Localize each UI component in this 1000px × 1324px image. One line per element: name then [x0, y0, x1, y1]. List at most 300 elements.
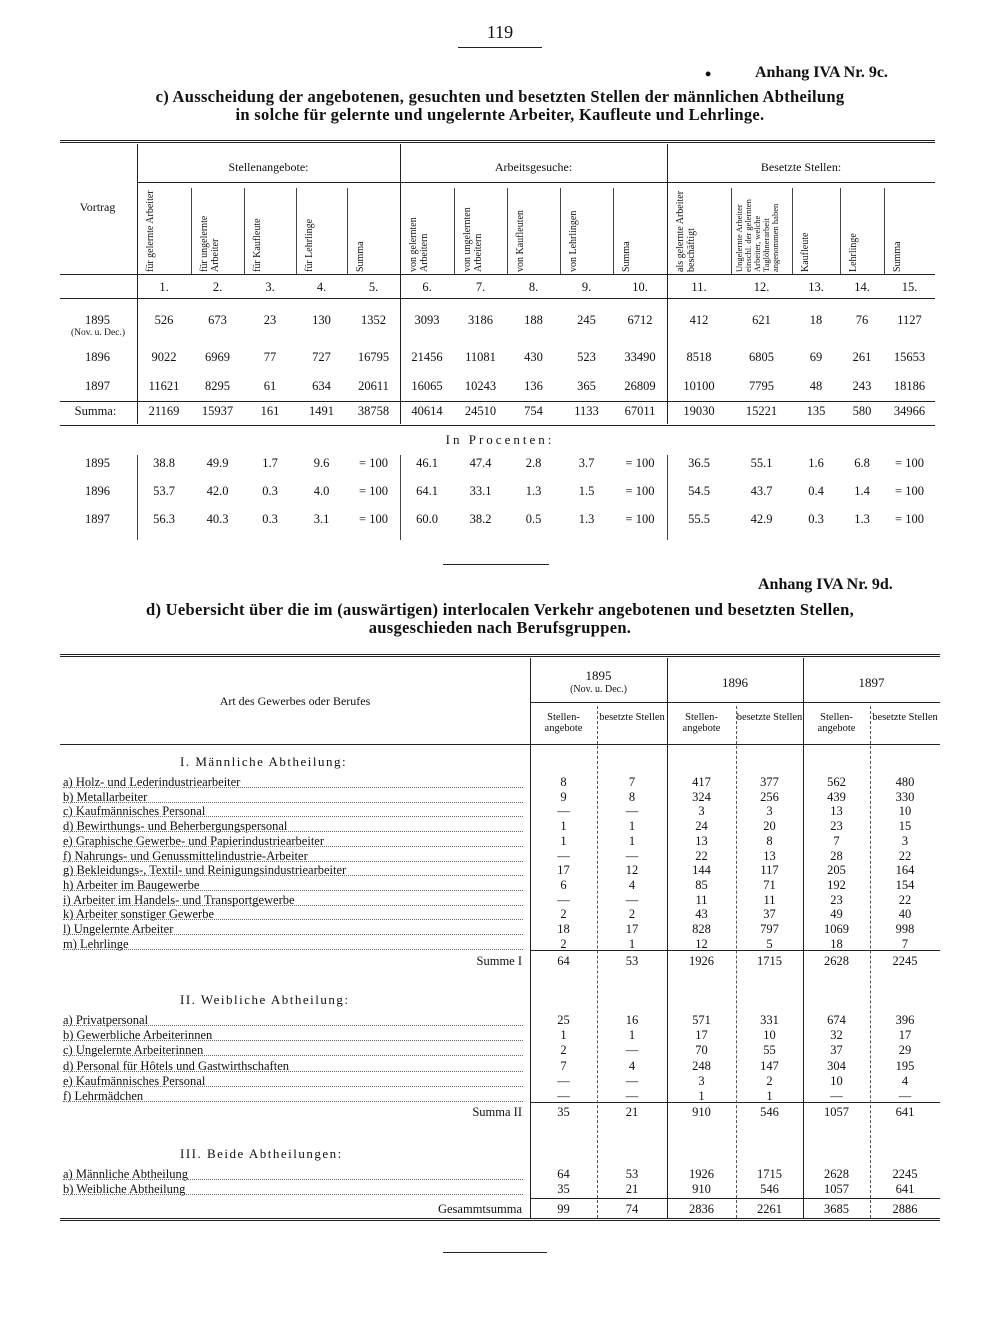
table-c-pct-cell: 64.1 [416, 484, 438, 498]
table-c-cell: 523 [577, 350, 596, 364]
table-d-cell: 1 [766, 1089, 773, 1103]
table-d-cell: 192 [827, 877, 846, 892]
table-c-summa-rule-bottom [60, 425, 935, 426]
table-d-cell: 28 [830, 848, 843, 863]
table-d-cell: 4 [901, 1073, 909, 1088]
page-number-underline [458, 47, 542, 48]
table-d-row-label: c) Ungelernte Arbeiterinnen [63, 1043, 204, 1058]
table-d-row-label: e) Kaufmännisches Personal [63, 1073, 206, 1088]
table-c-cell: 727 [312, 350, 331, 364]
table-d-cell: 22 [695, 848, 708, 863]
separator-line [443, 564, 549, 565]
table-d-cell: 417 [692, 775, 711, 789]
table-d-col-header: Stellen-angebote [682, 712, 721, 734]
table-c-pct-cell: = 100 [895, 512, 924, 526]
table-d-cell: 4 [628, 1058, 636, 1073]
table-c-cell: 77 [263, 350, 277, 364]
table-d-cell: 25 [557, 1013, 570, 1027]
table-d-row-label: g) Bekleidungs-, Textil- und Reinigungsindustriearbeiter [63, 863, 347, 878]
table-d-cell: 17 [557, 863, 570, 878]
table-d-row-label: a) Männliche Abtheilung [63, 1167, 188, 1181]
table-c-sub-vline [560, 188, 561, 274]
table-c-pct-cell: 1.4 [854, 484, 870, 498]
table-c-pct-cell: 38.8 [153, 456, 175, 470]
table-d-cell: 35 [557, 1182, 570, 1196]
table-d-cell: 674 [827, 1013, 846, 1027]
table-d-cell: — [557, 804, 570, 819]
table-d-cell: 24 [695, 819, 708, 834]
table-d-sum-cell: 99 [557, 1202, 570, 1216]
table-d-cell: 2 [560, 936, 567, 951]
table-c-cell: 10100 [683, 379, 715, 393]
page-number: 119 [486, 22, 514, 42]
table-c-subheader: Kaufleute [800, 232, 811, 272]
table-c-sub-vline [840, 188, 841, 274]
table-d-cell: — [557, 848, 570, 863]
table-d-cell: 1 [698, 1089, 705, 1103]
table-c-subheader: Summa [355, 241, 366, 272]
table-d-row-label: d) Personal für Hôtels und Gastwirthschaften [63, 1058, 289, 1073]
table-d-sum3-rule [530, 1198, 940, 1199]
table-d-cell: 562 [827, 775, 846, 789]
table-d-col-header: besetzte Stellen [599, 712, 665, 723]
table-d-row-leader [63, 1101, 523, 1102]
table-c-group-rule [137, 182, 935, 183]
anhang-9c: Anhang IVA Nr. 9c. [755, 64, 888, 81]
table-d-row-leader [63, 905, 523, 906]
table-d-cell: 256 [760, 789, 779, 804]
table-d-row-label: a) Holz- und Lederindustriearbeiter [63, 775, 241, 789]
table-d-cell: 2628 [824, 1167, 849, 1181]
table-c-summa-cell: 67011 [624, 404, 656, 418]
table-c-pct-cell: 0.3 [808, 512, 824, 526]
table-d-row-leader [63, 1086, 523, 1087]
table-c-pct-cell: 0.3 [262, 484, 278, 498]
table-d-cell: — [830, 1089, 843, 1103]
table-d-cell: 10 [898, 804, 912, 819]
table-c-sub-vline [296, 188, 297, 274]
table-c-pct-cell: 9.6 [313, 456, 330, 470]
table-d-cell: 40 [898, 907, 912, 922]
table-d-cell: 147 [760, 1058, 779, 1073]
table-d-top-rule [60, 654, 940, 657]
table-d-cell: 1069 [824, 922, 849, 936]
table-c-cell: 621 [752, 313, 771, 327]
table-c-cell: 188 [524, 313, 543, 327]
table-d-cell: — [625, 1043, 639, 1058]
table-d-row-leader [63, 861, 523, 862]
table-c-cell: 61 [263, 379, 277, 393]
table-c-summa-cell: 15221 [745, 404, 778, 418]
table-d-cell: 2 [766, 1073, 773, 1088]
table-d-col-header: Stellen-angebote [817, 712, 856, 734]
table-c-cell: 20611 [358, 379, 389, 393]
table-d-cell: 13 [763, 848, 776, 863]
table-c-summa-cell: 34966 [893, 404, 926, 418]
table-c-pct-cell: 1.6 [808, 456, 824, 470]
table-c-in-procenten: In Procenten: [445, 432, 555, 447]
table-c-pct-cell: 55.5 [688, 512, 710, 526]
table-d-sum-cell: 2261 [757, 1202, 782, 1216]
table-d-cell: 15 [898, 819, 912, 834]
table-c-summa-cell: 21169 [148, 404, 180, 418]
table-c-subheader: für Kaufleute [252, 218, 263, 272]
table-d-cell: 1926 [689, 1167, 714, 1181]
table-d-cell: 1 [628, 936, 636, 951]
table-d-row-leader [63, 787, 523, 788]
table-d-cell: 3 [698, 1073, 705, 1088]
table-d-cell: 11 [763, 892, 776, 907]
table-d-cell: 43 [695, 907, 708, 922]
table-c-cell: 16795 [357, 350, 390, 364]
table-d-cell: 16 [625, 1013, 639, 1027]
table-c-pct-label: 1896 [85, 484, 110, 498]
table-d-col-header: besetzte Stellen [872, 712, 938, 723]
table-c-summa-cell: 1133 [574, 404, 599, 418]
table-d-cell: 641 [895, 1182, 915, 1196]
table-d-cell: 9 [560, 789, 567, 804]
table-d-row-leader [63, 919, 523, 920]
table-c-col-number: 2. [212, 280, 223, 294]
table-d-cell: 439 [827, 789, 846, 804]
table-d-cell: — [625, 848, 639, 863]
table-d-cell: 11 [695, 892, 708, 907]
table-c-cell: 76 [855, 313, 869, 327]
table-c-cell: 412 [689, 313, 709, 327]
table-d-cell: 23 [830, 892, 843, 907]
table-c-summa-cell: 40614 [411, 404, 443, 418]
table-c-pct-cell: = 100 [625, 512, 655, 526]
table-c-summa-cell: 1491 [309, 404, 334, 418]
table-c-subheader: für ungelernte Arbeiter [199, 215, 221, 272]
table-d-cell: 396 [895, 1013, 915, 1027]
table-c-sub-vline [731, 188, 732, 274]
table-c-pct-cell: = 100 [895, 484, 924, 498]
table-c-cell: 18 [809, 313, 823, 327]
table-d-row-label: b) Gewerbliche Arbeiterinnen [63, 1028, 213, 1043]
table-c-summa-label: Summa: [74, 404, 117, 418]
table-d-row-label: f) Lehrmädchen [63, 1089, 144, 1103]
table-d-cell: — [557, 1073, 570, 1088]
table-d-cell: 248 [692, 1058, 711, 1073]
table-d-row-leader [63, 949, 523, 950]
anhang-9d: Anhang IVA Nr. 9d. [758, 576, 893, 593]
table-c-header-rule [60, 274, 935, 275]
table-d-row-label: e) Graphische Gewerbe- und Papierindustriearbeiter [63, 833, 324, 848]
table-d-cell: 7 [560, 1058, 567, 1073]
table-d-sum-cell: 3685 [824, 1202, 849, 1216]
table-c-pct-cell: 56.3 [153, 512, 175, 526]
table-c-col-number: 14. [854, 280, 870, 294]
table-d-cell: 7 [833, 833, 840, 848]
table-d-row-label: d) Bewirthungs- und Beherbergungspersonal [63, 819, 288, 834]
table-d-cell: — [625, 804, 639, 819]
table-d-cell: 154 [895, 877, 915, 892]
table-c-cell: 7795 [749, 379, 774, 393]
table-c-col-number: 5. [368, 280, 379, 294]
table-c-pct-cell: 40.3 [206, 512, 229, 526]
table-c-colnum-rule [60, 298, 935, 299]
table-c-cell: 8518 [686, 350, 712, 364]
table-d-col-header: Stellen-angebote [544, 712, 583, 734]
table-c-sub-vline [191, 188, 192, 274]
table-d-cell: 71 [763, 877, 776, 892]
table-c-pct-cell: = 100 [359, 512, 388, 526]
table-c-summa-cell: 15937 [201, 404, 234, 418]
table-c-pct-cell: 53.7 [153, 484, 175, 498]
table-d-sum-cell: 1926 [689, 954, 714, 968]
table-d-row-leader [63, 1194, 523, 1195]
table-d-row-leader [63, 831, 523, 832]
table-c-pct-cell: 38.2 [469, 512, 492, 526]
table-d-row-label: i) Arbeiter im Handels- und Transportgewerbe [63, 892, 295, 907]
table-d-sum-cell: 2628 [824, 954, 849, 968]
table-d-cell: 117 [760, 863, 779, 878]
table-c-row-sublabel: (Nov. u. Dec.) [71, 328, 125, 338]
table-c-group-header: Arbeitsgesuche: [494, 160, 573, 174]
table-c-cell: 245 [577, 313, 596, 327]
table-c-cell: 33490 [624, 350, 656, 364]
table-d-cell: 37 [763, 907, 776, 922]
table-c-subheader: Summa [621, 241, 632, 272]
table-c-cell: 130 [312, 313, 331, 327]
table-c-col-number: 4. [316, 280, 327, 294]
table-d-cell: 10 [763, 1028, 776, 1043]
table-c-pct-cell: 36.5 [688, 456, 710, 470]
table-c-pct-cell: 1.7 [262, 456, 278, 470]
table-d-cell: 18 [830, 936, 843, 951]
table-d-section-title: I. Männliche Abtheilung: [180, 754, 348, 769]
table-d-cell: 1 [560, 833, 567, 848]
table-c-cell: 6969 [205, 350, 230, 364]
table-d-cell: 22 [898, 848, 912, 863]
table-c-cell: 11081 [465, 350, 496, 364]
table-d-section-title: II. Weibliche Abtheilung: [180, 992, 350, 1007]
table-c-cell: 21456 [411, 350, 443, 364]
table-c-cell: 10243 [464, 379, 497, 393]
table-c-cell: 23 [263, 313, 277, 327]
table-c-cell: 18186 [893, 379, 926, 393]
table-c-subheader: von gelernten Arbeitern [408, 217, 430, 272]
table-d-sum-cell: 1057 [824, 1105, 849, 1119]
table-c-pct-cell: 1.5 [578, 484, 595, 498]
table-c-cell: 16065 [411, 379, 443, 393]
table-c-group-header: Stellenangebote: [228, 160, 309, 174]
table-d-row-leader [63, 1025, 523, 1026]
table-c-title-line2: in solche für gelernte und ungelernte Arbeiter, Kaufleute und Lehrlinge. [235, 105, 765, 124]
table-c-cell: 8295 [205, 379, 230, 393]
table-d-cell: 377 [760, 775, 779, 789]
table-d-cell: 910 [692, 1182, 711, 1196]
table-c-cell: 69 [809, 350, 823, 364]
table-d-cell: — [625, 1073, 639, 1088]
table-c-cell: 3186 [468, 313, 493, 327]
table-d-cell: 546 [760, 1182, 779, 1196]
table-d-cell: 23 [830, 819, 843, 834]
table-c-summa-cell: 135 [806, 404, 826, 418]
table-d-cell: 1 [560, 1028, 567, 1043]
table-c-top-rule [60, 140, 935, 143]
table-d-sum-cell: 74 [625, 1202, 639, 1216]
table-d-sum-cell: 2245 [892, 954, 918, 968]
table-d-row-leader [63, 816, 523, 817]
table-d-cell: 64 [557, 1167, 570, 1181]
table-d-section-title: III. Beide Abtheilungen: [180, 1146, 343, 1161]
table-c-title-line1: c) Ausscheidung der angebotenen, gesuchten und besetzten Stellen der männlichen Abtheilung [155, 87, 845, 106]
table-d-cell: 144 [692, 863, 711, 878]
table-c-cell: 3093 [414, 313, 440, 327]
table-d-cell: 8 [628, 789, 636, 804]
table-c-sub-vline [507, 188, 508, 274]
table-d-cell: — [557, 892, 570, 907]
table-d-header-rule [60, 744, 940, 745]
table-d-cell: 17 [695, 1028, 708, 1043]
table-c-pct-cell: 1.3 [578, 512, 595, 526]
table-d-year-header: 1897 [858, 675, 885, 690]
table-d-cell: 164 [895, 863, 915, 878]
table-d-row-leader [63, 802, 523, 803]
table-d-cell: 53 [625, 1167, 639, 1181]
table-d-cell: 1057 [824, 1182, 849, 1196]
table-c-pct-cell: = 100 [625, 456, 655, 470]
table-d-art-header: Art des Gewerbes oder Berufes [219, 694, 371, 708]
table-d-cell: 2 [560, 1043, 567, 1058]
table-c-col-number: 9. [581, 280, 592, 294]
table-d-cell: 195 [895, 1058, 915, 1073]
table-d-sum-label: Summe I [476, 954, 522, 968]
table-c-pct-label: 1895 [85, 456, 110, 470]
table-c-cell: 430 [524, 350, 543, 364]
table-d-cell: 7 [901, 936, 909, 951]
table-d-cell: 8 [766, 833, 773, 848]
table-c-subheader: als gelernte Arbeiter beschäftigt [675, 190, 697, 272]
table-c-vortrag-header: Vortrag [79, 200, 116, 214]
table-c-pct-cell: = 100 [895, 456, 924, 470]
table-d-row-label: a) Privatpersonal [63, 1013, 149, 1027]
table-d-cell: 13 [830, 804, 843, 819]
table-c-col-number: 7. [475, 280, 486, 294]
table-c-pct-cell: 4.0 [313, 484, 330, 498]
table-d-cell: 2 [628, 907, 636, 922]
table-c-subheader: von Lehrlingen [568, 210, 579, 272]
table-c-subheader: für gelernte Arbeiter [145, 190, 156, 272]
table-d-cell: 37 [830, 1043, 843, 1058]
table-c-cell: 6805 [749, 350, 774, 364]
table-d-year-sub: (Nov. u. Dec.) [570, 684, 627, 695]
table-d-cell: 85 [695, 877, 708, 892]
table-d-cell: 32 [830, 1028, 843, 1043]
table-d-row-leader [63, 846, 523, 847]
table-d-cell: 21 [625, 1182, 639, 1196]
table-d-sum-cell: 641 [895, 1105, 915, 1119]
end-separator-line [443, 1252, 547, 1253]
table-c-sub-vline [884, 188, 885, 274]
table-d-sum-cell: 2886 [892, 1202, 918, 1216]
table-d-row-leader [63, 1055, 523, 1056]
table-d-row-leader [63, 890, 523, 891]
table-d-cell: 3 [698, 804, 705, 819]
table-d-row-leader [63, 875, 523, 876]
table-d-sum-label: Gesammtsumma [437, 1202, 522, 1216]
table-c-pct-cell: 1.3 [525, 484, 542, 498]
table-d-cell: 4 [628, 877, 636, 892]
table-c-pct-cell: 3.1 [313, 512, 330, 526]
table-d-cell: 55 [763, 1043, 776, 1058]
table-d-cell: — [898, 1089, 912, 1103]
table-d-row-label: m) Lehrlinge [63, 936, 129, 951]
table-c-cell: 243 [852, 379, 872, 393]
table-c-row-label: 1897 [85, 379, 110, 393]
table-c-pct-cell: 60.0 [416, 512, 438, 526]
table-c-pct-cell: 49.9 [206, 456, 229, 470]
table-c-cell: 9022 [151, 350, 177, 364]
table-c-subheader: Lehrlinge [848, 233, 859, 272]
table-c-cell: 48 [809, 379, 823, 393]
table-c-sub-vline [613, 188, 614, 274]
table-d-sum-cell: 64 [557, 954, 570, 968]
table-c-pct-cell: 42.0 [206, 484, 229, 498]
table-d-row-label: k) Arbeiter sonstiger Gewerbe [63, 907, 214, 922]
table-d-cell: 22 [898, 892, 912, 907]
table-c-sub-vline [347, 188, 348, 274]
table-d-sum-cell: 21 [625, 1105, 639, 1119]
table-d-cell: 2 [560, 907, 567, 922]
table-d-cell: 10 [830, 1073, 843, 1088]
table-c-col-number: 11. [691, 280, 707, 294]
table-c-pct-cell: 42.9 [750, 512, 773, 526]
table-c-row-label: 1896 [85, 350, 110, 364]
table-c-col-number: 1. [159, 280, 169, 294]
table-d-cell: — [557, 1089, 570, 1103]
table-c-subheader: Summa [892, 241, 903, 272]
table-d-cell: 1 [628, 819, 636, 834]
table-c-row-label: 1895 [85, 313, 110, 327]
table-c-summa-cell: 19030 [683, 404, 715, 418]
table-d-sum-cell: 1715 [757, 954, 782, 968]
table-c-pct-cell: 33.1 [469, 484, 492, 498]
table-c-sub-vline [454, 188, 455, 274]
table-c-subheader: von Kaufleuten [515, 210, 526, 272]
table-d-row-label: b) Metallarbeiter [63, 789, 148, 804]
table-c-subheader: von ungelernten Arbeitern [462, 207, 484, 272]
table-d-row-label: b) Weibliche Abtheilung [63, 1182, 186, 1196]
table-d-cell: 29 [898, 1043, 912, 1058]
table-d-row-label: c) Kaufmännisches Personal [63, 804, 206, 819]
table-c-cell: 673 [208, 313, 227, 327]
table-d-sum-label: Summa II [472, 1105, 522, 1119]
table-d-cell: 18 [557, 922, 570, 936]
table-d-cell: 7 [628, 775, 636, 789]
table-d-row-leader [63, 934, 523, 935]
table-d-cell: 2245 [892, 1167, 918, 1181]
table-c-cell: 15653 [893, 350, 926, 364]
table-d-cell: 1 [628, 1028, 636, 1043]
table-d-cell: 480 [895, 775, 915, 789]
table-d-cell: 17 [898, 1028, 912, 1043]
table-c-pct-cell: 0.4 [808, 484, 824, 498]
table-d-cell: 324 [692, 789, 711, 804]
table-d-cell: 70 [695, 1043, 708, 1058]
table-d-row-label: h) Arbeiter im Baugewerbe [63, 877, 200, 892]
table-c-subheader: für Lehrlinge [304, 218, 315, 272]
table-d-cell: 3 [901, 833, 909, 848]
table-d-row-leader [63, 1040, 523, 1041]
table-d-cell: 1715 [757, 1167, 782, 1181]
table-d-cell: 205 [827, 863, 846, 878]
table-c-pct-cell: = 100 [359, 456, 388, 470]
table-d-cell: 1 [628, 833, 636, 848]
table-c-pct-cell: 55.1 [750, 456, 773, 470]
